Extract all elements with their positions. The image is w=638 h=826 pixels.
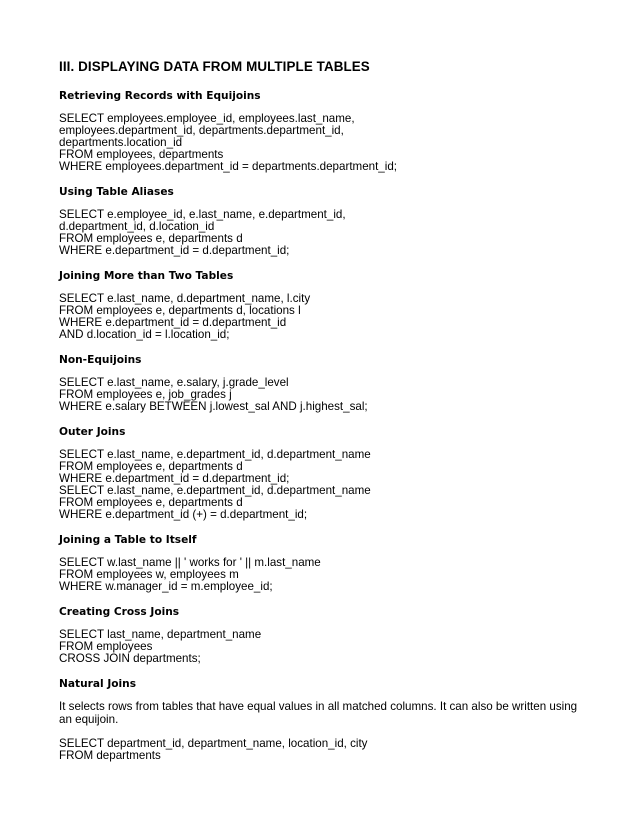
code-line: SELECT e.last_name, e.department_id, d.department_name <box>59 484 371 497</box>
page-title: III. DISPLAYING DATA FROM MULTIPLE TABLES <box>59 59 370 74</box>
sql-code-block <box>59 629 589 665</box>
section-self-join <box>59 533 589 593</box>
section-heading: Joining More than Two Tables <box>59 270 234 282</box>
sql-code-block <box>59 293 589 341</box>
sql-code-block <box>59 557 589 593</box>
code-line: FROM employees <box>59 640 153 653</box>
code-line: WHERE e.salary BETWEEN j.lowest_sal AND j.highest_sal; <box>59 400 368 413</box>
code-line: WHERE employees.department_id = departments.department_id; <box>59 160 398 173</box>
code-line: WHERE e.department_id = d.department_id <box>59 316 287 329</box>
code-line: FROM employees, departments <box>59 148 224 161</box>
code-line: AND d.location_id = l.location_id; <box>59 328 230 341</box>
section-heading: Creating Cross Joins <box>59 606 180 618</box>
code-line: FROM employees e, departments d <box>59 496 243 509</box>
section-heading: Joining a Table to Itself <box>59 534 197 546</box>
section-heading: Non-Equijoins <box>59 354 142 366</box>
code-line: CROSS JOIN departments; <box>59 652 201 665</box>
section-outer-joins <box>59 425 589 521</box>
code-line: SELECT e.last_name, e.department_id, d.department_name <box>59 448 371 461</box>
code-line: WHERE e.department_id = d.department_id; <box>59 472 290 485</box>
code-line: employees.department_id, departments.department_id, <box>59 124 344 137</box>
document-body <box>59 58 589 774</box>
code-line: SELECT e.employee_id, e.last_name, e.department_id, <box>59 208 346 221</box>
section-heading: Natural Joins <box>59 678 137 690</box>
section-heading: Using Table Aliases <box>59 186 174 198</box>
sql-code-block <box>59 209 589 257</box>
code-line: FROM employees w, employees m <box>59 568 239 581</box>
code-line: FROM employees e, departments d <box>59 460 243 473</box>
code-line: FROM employees e, departments d <box>59 232 243 245</box>
section-equijoins <box>59 89 589 173</box>
section-table-aliases <box>59 185 589 257</box>
section-natural-joins <box>59 677 589 762</box>
code-line: FROM employees e, departments d, locations l <box>59 304 301 317</box>
section-paragraph: It selects rows from tables that have equal values in all matched columns. It can also be written using an equijoin. <box>59 700 578 726</box>
sql-code-block <box>59 377 589 413</box>
code-line: SELECT e.last_name, e.salary, j.grade_level <box>59 376 289 389</box>
code-line: FROM departments <box>59 749 161 762</box>
section-heading: Retrieving Records with Equijoins <box>59 90 261 102</box>
code-line: WHERE e.department_id = d.department_id; <box>59 244 290 257</box>
sql-code-block <box>59 449 589 521</box>
code-line: SELECT department_id, department_name, location_id, city <box>59 737 368 750</box>
code-line: SELECT last_name, department_name <box>59 628 262 641</box>
section-heading: Outer Joins <box>59 426 126 438</box>
code-line: SELECT e.last_name, d.department_name, l.city <box>59 292 311 305</box>
code-line: SELECT w.last_name || ' works for ' || m.last_name <box>59 556 321 569</box>
code-line: SELECT employees.employee_id, employees.last_name, <box>59 112 355 125</box>
code-line: departments.location_id <box>59 136 183 149</box>
code-line: FROM employees e, job_grades j <box>59 388 232 401</box>
section-more-than-two-tables <box>59 269 589 341</box>
sql-code-block <box>59 113 589 173</box>
sql-code-block <box>59 738 589 762</box>
section-cross-joins <box>59 605 589 665</box>
code-line: d.department_id, d.location_id <box>59 220 215 233</box>
code-line: WHERE e.department_id (+) = d.department_id; <box>59 508 308 521</box>
section-non-equijoins <box>59 353 589 413</box>
code-line: WHERE w.manager_id = m.employee_id; <box>59 580 273 593</box>
